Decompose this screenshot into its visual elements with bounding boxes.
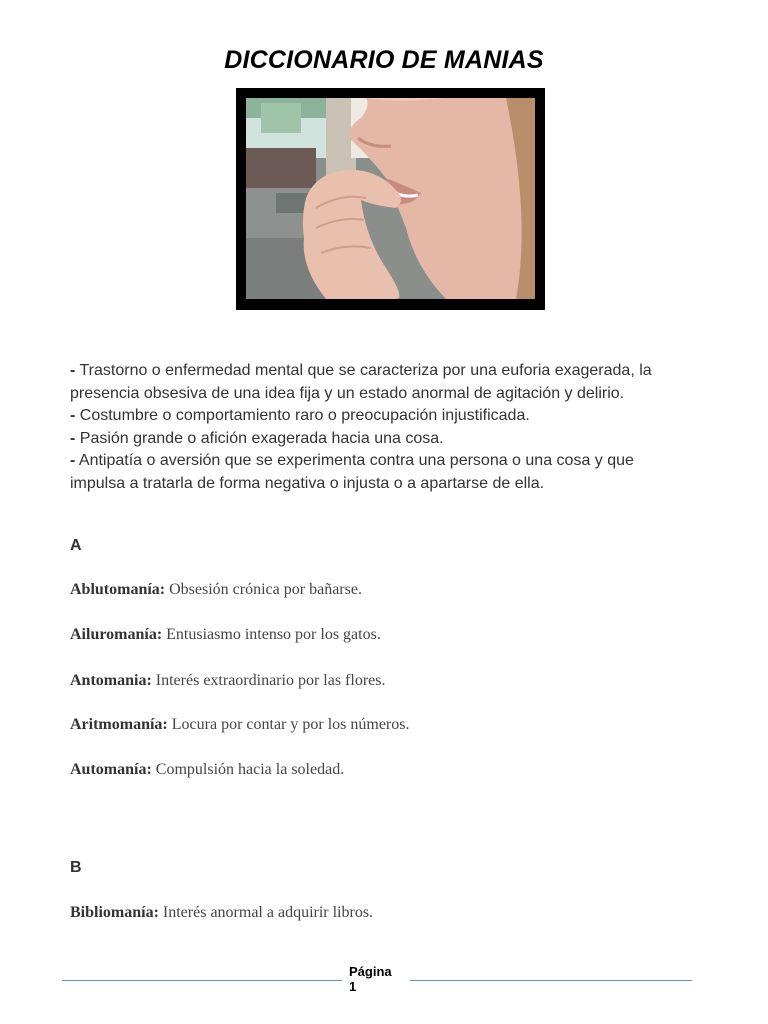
- definition-line: - Pasión grande o afición exagerada hacia una cosa.: [70, 429, 444, 447]
- intro-definitions: [70, 360, 690, 496]
- section-letter-b: B: [70, 859, 82, 876]
- entry-item: Aritmomanía: Locura por contar y por los números.: [70, 716, 410, 733]
- definition-line: - Antipatía o aversión que se experimenta contra una persona o una cosa y que impulsa a tratarla de forma negativa o injusta o a apartarse de ella.: [70, 452, 634, 492]
- definition-line: - Costumbre o comportamiento raro o preocupación injustificada.: [70, 407, 530, 425]
- footer-rule-right: [410, 980, 692, 981]
- entry-item: Antomania: Interés extraordinario por las flores.: [70, 672, 386, 689]
- entry-item: Ailuromanía: Entusiasmo intenso por los gatos.: [70, 626, 381, 643]
- page-number: Página 1: [349, 964, 392, 994]
- section-letter-a: A: [70, 537, 82, 554]
- footer-rule-left: [62, 980, 342, 981]
- photo-person-biting-nails: [246, 98, 535, 299]
- photo-frame: [236, 88, 545, 310]
- definition-line: - Trastorno o enfermedad mental que se caracteriza por una euforia exagerada, la presencia obsesiva de una idea fija y un estado anormal de agitación y delirio.: [70, 362, 652, 402]
- document-title: DICCIONARIO DE MANIAS: [224, 46, 544, 74]
- entry-item: Ablutomanía: Obsesión crónica por bañarse.: [70, 581, 362, 598]
- entry-item: Automanía: Compulsión hacia la soledad.: [70, 761, 345, 778]
- entry-item: Bibliomanía: Interés anormal a adquirir libros.: [70, 904, 374, 921]
